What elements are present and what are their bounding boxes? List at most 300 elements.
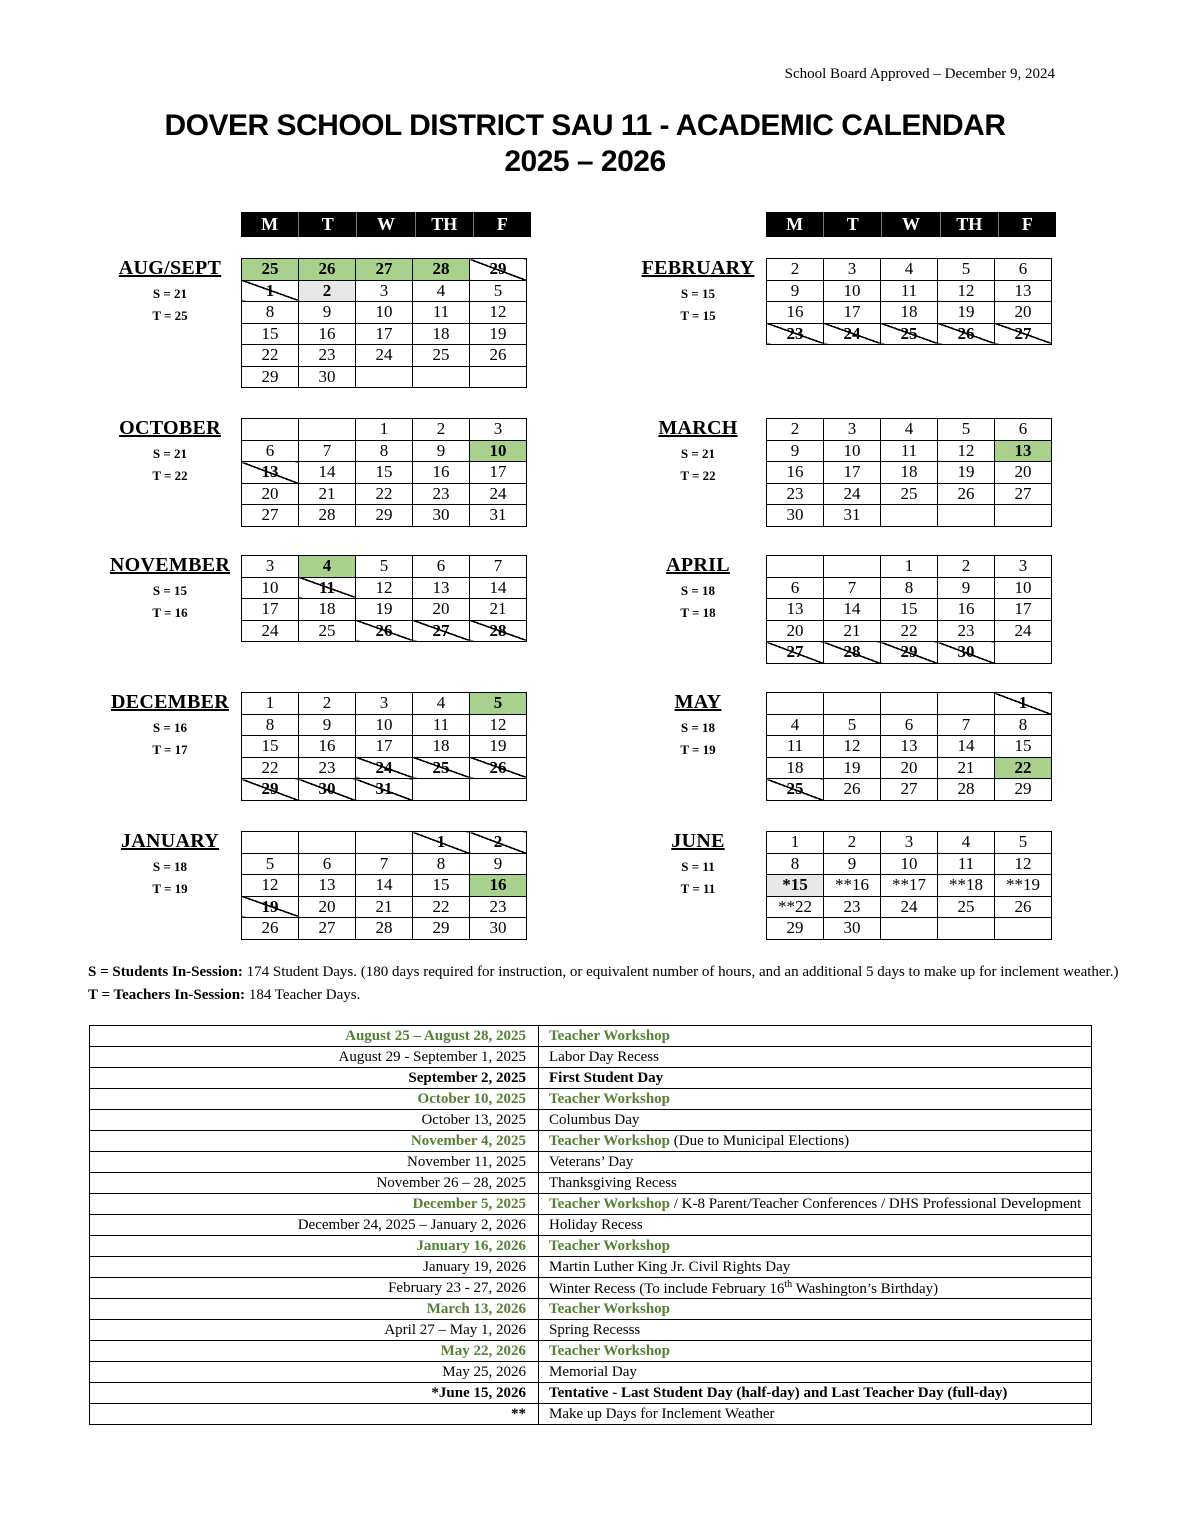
event-description-cell [539,1173,1092,1194]
calendar-week-row [767,280,1052,302]
calendar-week-row [242,757,527,779]
calendar-week-row [767,832,1052,854]
calendar-day-cell: 17 [995,599,1052,621]
calendar-day-cell: 14 [356,875,413,897]
event-date-cell: September 2, 2025 [90,1068,539,1089]
calendar-day-cell-workshop: 4 [299,556,356,578]
event-description-segment: Washington’s Birthday) [792,1280,939,1297]
calendar-day-cell: 11 [881,280,938,302]
month-label-block [100,257,240,324]
calendar-week-row [767,757,1052,779]
calendar-day-cell [470,366,527,388]
calendar-week-row [242,280,527,302]
calendar-day-cell: 2 [299,693,356,715]
calendar-day-cell-workshop: 16 [470,875,527,897]
calendar-day-cell: 14 [938,736,995,758]
calendar-day-cell-workshop: 26 [299,259,356,281]
calendar-day-cell: 18 [767,757,824,779]
calendar-day-cell: 2 [767,259,824,281]
calendar-day-cell [824,693,881,715]
calendar-week-row [242,736,527,758]
calendar-day-cell-crossed: 24 [824,323,881,345]
student-days-count: S = 21 [152,286,188,301]
month-name: FEBRUARY [641,257,755,279]
calendar-day-cell-crossed: 28 [824,642,881,664]
students-in-session-line [88,961,1118,984]
calendar-week-row [242,714,527,736]
calendar-day-cell: 20 [995,462,1052,484]
calendar-day-cell: 19 [356,599,413,621]
calendar-day-cell: 9 [299,714,356,736]
calendar-day-cell: 22 [242,757,299,779]
page-title-line-1: DOVER SCHOOL DISTRICT SAU 11 - ACADEMIC CALENDAR [164,109,1006,142]
calendar-day-cell: 29 [995,779,1052,801]
calendar-day-cell [881,505,938,527]
calendar-day-cell: 6 [995,419,1052,441]
weekday-header-cell: TH [416,212,474,237]
calendar-day-cell: 8 [881,577,938,599]
calendar-day-cell: 19 [938,462,995,484]
calendar-day-cell: 16 [413,462,470,484]
teachers-in-session-label: T = Teachers In-Session: [88,987,246,1003]
calendar-day-cell: 29 [767,918,824,940]
event-description-cell [539,1257,1092,1278]
calendar-day-cell: 15 [413,875,470,897]
calendar-day-cell: 29 [356,505,413,527]
event-date-cell: October 10, 2025 [90,1089,539,1110]
calendar-day-cell: 7 [356,853,413,875]
calendar-week-row [242,620,527,642]
event-description-segment: Tentative - Last Student Day (half-day) and Last Teacher Day (full-day) [549,1384,1008,1401]
calendar-day-cell: 10 [242,577,299,599]
event-description-cell [539,1404,1092,1425]
event-description-cell [539,1215,1092,1236]
event-description-cell [539,1299,1092,1320]
calendar-day-cell: 15 [995,736,1052,758]
calendar-day-cell: 30 [299,366,356,388]
calendar-day-cell-crossed: 27 [767,642,824,664]
calendar-day-cell: 28 [938,779,995,801]
event-description-segment: First Student Day [549,1069,664,1086]
calendar-day-cell-workshop: 5 [470,693,527,715]
event-row [90,1194,1092,1215]
calendar-day-cell: **17 [881,875,938,897]
calendar-day-cell: 27 [242,505,299,527]
month-calendar-december [241,692,527,801]
event-date-cell: August 25 – August 28, 2025 [90,1026,539,1047]
calendar-day-cell: 8 [242,302,299,324]
calendar-week-row [767,736,1052,758]
calendar-day-cell: 9 [767,280,824,302]
calendar-week-row [242,918,527,940]
calendar-week-row [767,779,1052,801]
calendar-day-cell [995,918,1052,940]
calendar-week-row [767,620,1052,642]
calendar-day-cell: **18 [938,875,995,897]
event-description-cell [539,1278,1092,1299]
calendar-day-cell: 21 [824,620,881,642]
calendar-week-row [242,302,527,324]
student-days-count: S = 21 [152,446,188,461]
calendar-week-row [242,440,527,462]
event-row [90,1047,1092,1068]
month-calendar-june [766,831,1052,940]
calendar-day-cell: 30 [767,505,824,527]
calendar-day-cell [242,419,299,441]
calendar-day-cell: 13 [995,280,1052,302]
calendar-day-cell: 3 [356,280,413,302]
teachers-in-session-line [88,984,1118,1007]
calendar-day-cell-crossed: 27 [995,323,1052,345]
calendar-day-cell: **16 [824,875,881,897]
teachers-in-session-text: 184 Teacher Days. [248,987,361,1003]
weekday-header-cell: W [357,212,415,237]
calendar-day-cell: 19 [470,736,527,758]
calendar-day-cell [881,918,938,940]
calendar-day-cell: 30 [470,918,527,940]
session-legend [88,961,1118,1007]
calendar-day-cell [299,832,356,854]
calendar-day-cell: 10 [356,302,413,324]
calendar-day-cell: 25 [299,620,356,642]
event-date-cell: November 4, 2025 [90,1131,539,1152]
calendar-day-cell: 8 [995,714,1052,736]
calendar-day-cell: 20 [881,757,938,779]
calendar-day-cell: 25 [413,345,470,367]
event-row [90,1404,1092,1425]
event-description-segment: Martin Luther King Jr. Civil Rights Day [549,1258,791,1275]
calendar-day-cell: 19 [938,302,995,324]
event-description-segment: / K-8 Parent/Teacher Conferences / DHS Professional Development [673,1195,1082,1212]
event-description-cell [539,1383,1092,1404]
calendar-day-cell: 27 [881,779,938,801]
weekday-header-cell: W [882,212,940,237]
calendar-day-cell: 4 [767,714,824,736]
calendar-day-cell: 1 [881,556,938,578]
calendar-day-cell: 9 [767,440,824,462]
month-label-block [628,691,768,758]
student-days-count: S = 18 [680,583,716,598]
calendar-day-cell [470,779,527,801]
month-name: OCTOBER [119,417,221,439]
calendar-day-cell: 21 [299,483,356,505]
weekday-header-cell: T [299,212,357,237]
calendar-week-row [242,259,527,281]
event-description-cell [539,1152,1092,1173]
calendar-day-cell-crossed: 26 [470,757,527,779]
teacher-days-count: T = 11 [680,881,716,896]
calendar-day-cell: 11 [938,853,995,875]
calendar-week-row [767,714,1052,736]
event-row [90,1110,1092,1131]
month-label-block [628,417,768,484]
calendar-day-cell: 3 [824,259,881,281]
weekday-header-bar [241,212,531,237]
teacher-days-count: T = 17 [152,742,188,757]
calendar-day-cell-crossed: 25 [767,779,824,801]
calendar-day-cell: 17 [242,599,299,621]
calendar-day-cell: 10 [824,440,881,462]
calendar-day-cell: 9 [299,302,356,324]
calendar-week-row [767,918,1052,940]
calendar-day-cell: 15 [242,736,299,758]
calendar-day-cell-crossed: 24 [356,757,413,779]
student-days-count: S = 16 [152,720,188,735]
month-name: APRIL [666,554,730,576]
calendar-day-cell: 4 [881,259,938,281]
weekday-header-cell: TH [941,212,999,237]
calendar-day-cell-crossed: 26 [356,620,413,642]
approval-note: School Board Approved – December 9, 2024 [784,66,1055,82]
event-row [90,1341,1092,1362]
calendar-day-cell: 16 [299,323,356,345]
event-row [90,1152,1092,1173]
calendar-day-cell-crossed: 25 [413,757,470,779]
calendar-day-cell: 11 [767,736,824,758]
calendar-day-cell: 13 [881,736,938,758]
month-name: MARCH [658,417,738,439]
event-description-cell [539,1068,1092,1089]
event-row [90,1383,1092,1404]
calendar-day-cell: 2 [413,419,470,441]
calendar-day-cell: 3 [995,556,1052,578]
calendar-day-cell: **22 [767,896,824,918]
event-description-cell [539,1341,1092,1362]
calendar-week-row [242,483,527,505]
event-description-cell [539,1236,1092,1257]
calendar-day-cell-crossed: 23 [767,323,824,345]
event-row [90,1173,1092,1194]
event-description-segment: Holiday Recess [549,1216,643,1233]
event-description-cell [539,1089,1092,1110]
calendar-day-cell: 4 [938,832,995,854]
calendar-day-cell: 6 [299,853,356,875]
calendar-day-cell: 6 [413,556,470,578]
calendar-day-cell: 7 [824,577,881,599]
calendar-day-cell-crossed: 13 [242,462,299,484]
event-date-cell: March 13, 2026 [90,1299,539,1320]
event-description-segment: Thanksgiving Recess [549,1174,677,1191]
event-description-segment: Teacher Workshop [549,1195,674,1212]
page-title-line-2: 2025 – 2026 [504,145,666,178]
calendar-day-cell: 12 [470,714,527,736]
calendar-day-cell: 6 [767,577,824,599]
event-date-cell: October 13, 2025 [90,1110,539,1131]
calendar-day-cell: 18 [299,599,356,621]
calendar-day-cell: 24 [356,345,413,367]
calendar-day-cell-workshop: 22 [995,757,1052,779]
calendar-day-cell: 26 [470,345,527,367]
event-date-cell: August 29 - September 1, 2025 [90,1047,539,1068]
event-description-segment: Spring Recesss [549,1321,641,1338]
calendar-day-cell: 10 [356,714,413,736]
event-row [90,1320,1092,1341]
calendar-day-cell [995,505,1052,527]
calendar-day-cell: 31 [824,505,881,527]
calendar-week-row [242,577,527,599]
calendar-day-cell: 24 [824,483,881,505]
calendar-day-cell [824,556,881,578]
calendar-day-cell: 3 [356,693,413,715]
event-description-segment: Make up Days for Inclement Weather [549,1405,775,1422]
calendar-day-cell: 25 [881,483,938,505]
calendar-day-cell: 27 [995,483,1052,505]
calendar-day-cell-workshop: 25 [242,259,299,281]
calendar-week-row [767,556,1052,578]
event-date-cell: February 23 - 27, 2026 [90,1278,539,1299]
calendar-week-row [242,505,527,527]
student-days-count: S = 15 [152,583,188,598]
calendar-day-cell: 23 [299,345,356,367]
calendar-day-cell [995,642,1052,664]
event-description-segment: Veterans’ Day [549,1153,634,1170]
calendar-day-cell: 11 [413,302,470,324]
event-description-segment: Teacher Workshop [549,1090,671,1107]
calendar-day-cell: 18 [881,302,938,324]
calendar-day-cell [938,693,995,715]
calendar-day-cell: 12 [938,440,995,462]
month-name: DECEMBER [111,691,229,713]
month-label-block [100,554,240,621]
calendar-day-cell: 6 [881,714,938,736]
event-description-segment: Columbus Day [549,1111,640,1128]
event-row [90,1215,1092,1236]
calendar-day-cell: 18 [413,736,470,758]
calendar-day-cell [938,918,995,940]
calendar-day-cell: 2 [767,419,824,441]
month-calendar-may [766,692,1052,801]
month-name: AUG/SEPT [118,257,222,279]
calendar-day-cell: 12 [470,302,527,324]
weekday-header-cell: F [999,212,1056,237]
calendar-day-cell: 11 [413,714,470,736]
calendar-day-cell: 12 [242,875,299,897]
month-calendar-october [241,418,527,527]
calendar-day-cell-crossed: 30 [938,642,995,664]
calendar-day-cell: 3 [824,419,881,441]
event-description-cell [539,1047,1092,1068]
calendar-day-cell: 8 [767,853,824,875]
weekday-header-cell: M [241,212,299,237]
calendar-week-row [242,366,527,388]
calendar-day-cell: 14 [470,577,527,599]
calendar-day-cell-crossed: 19 [242,896,299,918]
calendar-day-cell [242,832,299,854]
calendar-week-row [242,832,527,854]
calendar-day-cell: 26 [824,779,881,801]
calendar-day-cell: 12 [356,577,413,599]
student-days-count: S = 15 [680,286,716,301]
event-description-segment: (Due to Municipal Elections) [673,1132,850,1149]
calendar-day-cell [356,366,413,388]
calendar-day-cell: 24 [242,620,299,642]
calendar-day-cell: 6 [995,259,1052,281]
calendar-day-cell: 9 [470,853,527,875]
calendar-week-row [767,419,1052,441]
calendar-week-row [767,505,1052,527]
calendar-day-cell: 2 [824,832,881,854]
calendar-week-row [767,323,1052,345]
calendar-day-cell-crossed: 27 [413,620,470,642]
calendar-day-cell: 3 [242,556,299,578]
calendar-day-cell-marked: 2 [299,280,356,302]
calendar-day-cell: 17 [824,302,881,324]
calendar-day-cell: 9 [824,853,881,875]
calendar-day-cell: 20 [995,302,1052,324]
event-row [90,1278,1092,1299]
calendar-week-row [242,323,527,345]
month-name: NOVEMBER [109,554,231,576]
calendar-day-cell: 5 [356,556,413,578]
calendar-week-row [767,302,1052,324]
calendar-day-cell-crossed: 29 [881,642,938,664]
month-calendar-april [766,555,1052,664]
event-date-cell: December 5, 2025 [90,1194,539,1215]
event-description-segment: Teacher Workshop [549,1237,671,1254]
event-date-cell: November 26 – 28, 2025 [90,1173,539,1194]
calendar-day-cell: 17 [356,323,413,345]
calendar-day-cell-crossed: 2 [470,832,527,854]
event-description-segment: th [784,1278,793,1290]
calendar-day-cell: 8 [356,440,413,462]
calendar-week-row [242,556,527,578]
calendar-day-cell: 11 [881,440,938,462]
calendar-week-row [767,693,1052,715]
calendar-day-cell: 9 [938,577,995,599]
calendar-day-cell: 15 [242,323,299,345]
calendar-day-cell: 5 [938,419,995,441]
calendar-day-cell: 7 [938,714,995,736]
calendar-day-cell: 20 [242,483,299,505]
event-description-cell [539,1131,1092,1152]
calendar-day-cell-crossed: 30 [299,779,356,801]
calendar-day-cell: 22 [881,620,938,642]
calendar-day-cell: 7 [470,556,527,578]
event-date-cell: January 16, 2026 [90,1236,539,1257]
calendar-day-cell: 31 [470,505,527,527]
calendar-week-row [242,896,527,918]
calendar-day-cell: 9 [413,440,470,462]
calendar-day-cell: 5 [938,259,995,281]
event-row [90,1068,1092,1089]
event-row [90,1131,1092,1152]
event-date-cell: May 25, 2026 [90,1362,539,1383]
calendar-day-cell: 26 [938,483,995,505]
event-date-cell: November 11, 2025 [90,1152,539,1173]
calendar-day-cell: 22 [413,896,470,918]
calendar-day-cell: 27 [299,918,356,940]
page-title [0,108,1170,180]
students-in-session-label: S = Students In-Session: [88,964,243,980]
calendar-day-cell-crossed: 11 [299,577,356,599]
calendar-day-cell: 1 [767,832,824,854]
calendar-day-cell: 14 [299,462,356,484]
calendar-day-cell: 30 [413,505,470,527]
month-calendar-march [766,418,1052,527]
calendar-day-cell: 20 [299,896,356,918]
calendar-day-cell: 20 [413,599,470,621]
month-calendar-january [241,831,527,940]
month-label-block [100,830,240,897]
calendar-day-cell [413,366,470,388]
month-label-block [100,417,240,484]
event-description-segment: Labor Day Recess [549,1048,659,1065]
calendar-day-cell: 22 [356,483,413,505]
event-row [90,1257,1092,1278]
weekday-header-cell: T [824,212,882,237]
calendar-day-cell-crossed: 1 [242,280,299,302]
calendar-day-cell: 19 [470,323,527,345]
